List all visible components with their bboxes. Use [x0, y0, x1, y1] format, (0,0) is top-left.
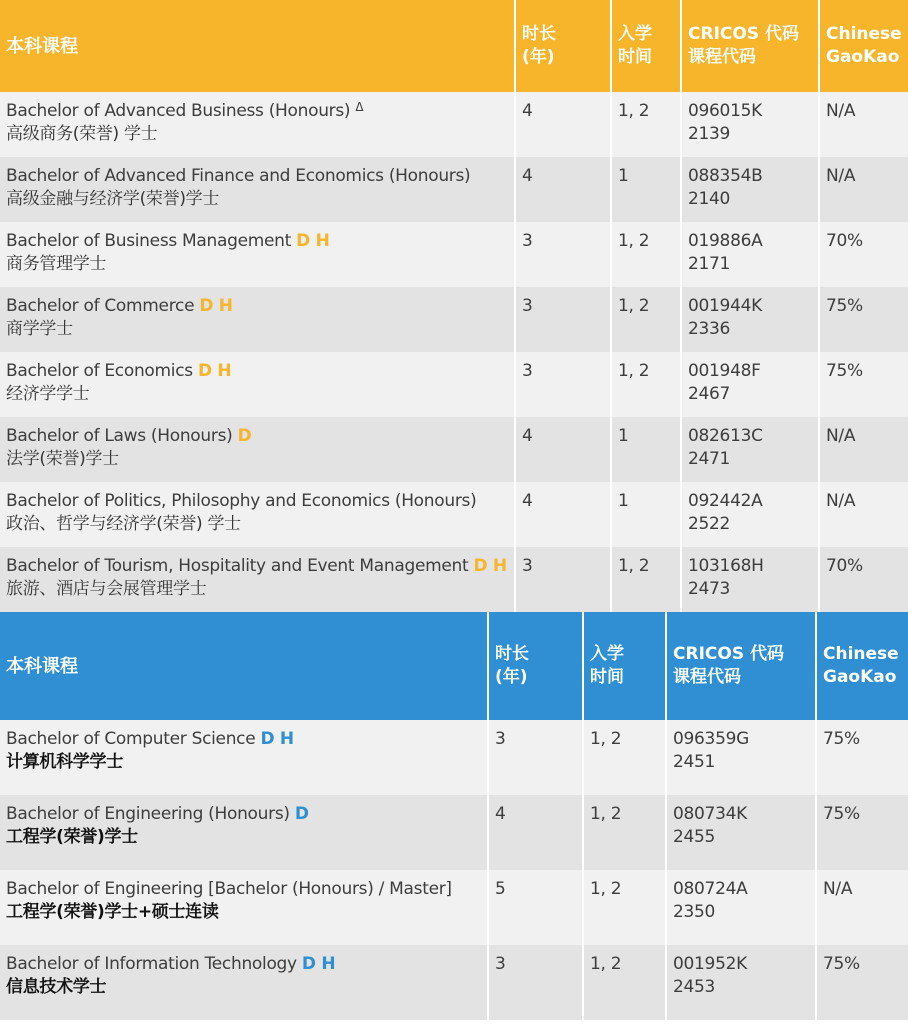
- course-code: 2467: [688, 384, 731, 404]
- intake-value: 1: [618, 166, 629, 186]
- table-row: [0, 945, 908, 1020]
- header-intake-line2: 时间: [590, 667, 624, 687]
- intake-value: 1, 2: [590, 879, 622, 899]
- delivery-tags: D H: [301, 954, 336, 974]
- gaokao-cell: [820, 287, 908, 352]
- cricos-cell: [682, 92, 820, 157]
- program-name-en-line: [6, 953, 481, 976]
- duration-cell: [489, 795, 584, 870]
- header-cricos-line1: CRICOS 代码: [673, 644, 784, 664]
- intake-value: 1, 2: [618, 101, 650, 121]
- duration-cell: [516, 417, 612, 482]
- header-duration: [516, 0, 612, 92]
- intake-cell: [612, 547, 682, 612]
- program-cell: [0, 352, 516, 417]
- course-code: 2451: [673, 752, 716, 772]
- course-code: 2139: [688, 124, 731, 144]
- duration-value: 3: [522, 361, 533, 381]
- delivery-tags: D: [294, 804, 309, 824]
- program-cell: [0, 945, 489, 1020]
- program-name-zh: 商务管理学士: [6, 254, 107, 274]
- header-intake-line1: 入学: [618, 24, 652, 44]
- gaokao-cell: [820, 417, 908, 482]
- duration-value: 4: [522, 491, 533, 511]
- program-name-zh: 信息技术学士: [6, 977, 107, 997]
- program-name-zh: 政治、哲学与经济学(荣誉) 学士: [6, 514, 241, 534]
- header-gaokao-line2: GaoKao: [826, 47, 900, 67]
- program-cell: [0, 870, 489, 945]
- gaokao-value: 75%: [823, 729, 860, 749]
- program-name-en: Bachelor of Engineering [Bachelor (Honours) / Master]: [6, 879, 452, 899]
- header-cricos: [667, 612, 817, 720]
- cricos-code: 080724A: [673, 879, 748, 899]
- cricos-code: 096359G: [673, 729, 749, 749]
- table-row: [0, 417, 908, 482]
- table-header-row: [0, 0, 908, 92]
- duration-cell: [516, 157, 612, 222]
- duration-value: 5: [495, 879, 506, 899]
- program-name-zh: 商学学士: [6, 319, 73, 339]
- cricos-code: 096015K: [688, 101, 762, 121]
- program-cell: [0, 482, 516, 547]
- gaokao-cell: [820, 157, 908, 222]
- header-duration-line1: 时长: [522, 24, 556, 44]
- program-cell: [0, 720, 489, 795]
- cricos-code: 001948F: [688, 361, 761, 381]
- header-duration-line1: 时长: [495, 644, 529, 664]
- program-name-en: Bachelor of Advanced Business (Honours): [6, 101, 351, 121]
- header-intake: [612, 0, 682, 92]
- table-row: [0, 795, 908, 870]
- header-gaokao-line2: GaoKao: [823, 667, 897, 687]
- program-name-en: Bachelor of Tourism, Hospitality and Event Management: [6, 556, 469, 576]
- course-code: 2171: [688, 254, 731, 274]
- program-name-zh: 法学(荣誉)学士: [6, 449, 119, 469]
- gaokao-cell: [820, 547, 908, 612]
- program-cell: [0, 417, 516, 482]
- cricos-cell: [667, 945, 817, 1020]
- program-name-zh: 旅游、酒店与会展管理学士: [6, 579, 207, 599]
- header-cricos-line2: 课程代码: [688, 47, 756, 67]
- footnote-mark: Δ: [355, 100, 364, 114]
- program-name-en: Bachelor of Engineering (Honours): [6, 804, 290, 824]
- program-name-zh: 工程学(荣誉)学士: [6, 827, 138, 847]
- program-name-en-line: [6, 728, 481, 751]
- course-code: 2350: [673, 902, 716, 922]
- gaokao-cell: [817, 870, 908, 945]
- course-code: 2455: [673, 827, 716, 847]
- course-code: 2471: [688, 449, 731, 469]
- duration-value: 3: [522, 556, 533, 576]
- intake-cell: [612, 352, 682, 417]
- header-cricos-line2: 课程代码: [673, 667, 741, 687]
- program-cell: [0, 287, 516, 352]
- program-cell: [0, 547, 516, 612]
- program-name-en: Bachelor of Advanced Finance and Economics (Honours): [6, 166, 471, 186]
- course-code: 2522: [688, 514, 731, 534]
- cricos-cell: [682, 157, 820, 222]
- engineering-programs-table: [0, 612, 908, 1020]
- delivery-tags: D H: [296, 231, 330, 251]
- duration-cell: [516, 352, 612, 417]
- intake-cell: [584, 720, 667, 795]
- intake-cell: [584, 870, 667, 945]
- gaokao-cell: [820, 352, 908, 417]
- header-gaokao-line1: Chinese: [823, 644, 899, 664]
- cricos-cell: [667, 720, 817, 795]
- program-name-en-line: [6, 360, 508, 383]
- duration-cell: [516, 222, 612, 287]
- gaokao-value: 75%: [826, 296, 863, 316]
- cricos-code: 080734K: [673, 804, 747, 824]
- cricos-code: 019886A: [688, 231, 763, 251]
- table-row: [0, 92, 908, 157]
- cricos-cell: [682, 222, 820, 287]
- gaokao-value: N/A: [826, 426, 856, 446]
- cricos-cell: [667, 795, 817, 870]
- header-intake: [584, 612, 667, 720]
- gaokao-cell: [817, 720, 908, 795]
- header-cricos-line1: CRICOS 代码: [688, 24, 799, 44]
- program-cell: [0, 222, 516, 287]
- table-row: [0, 222, 908, 287]
- header-program-label: 本科课程: [6, 655, 78, 677]
- intake-cell: [612, 222, 682, 287]
- intake-cell: [584, 795, 667, 870]
- duration-cell: [489, 720, 584, 795]
- gaokao-cell: [820, 222, 908, 287]
- gaokao-cell: [817, 795, 908, 870]
- delivery-tags: D H: [199, 296, 233, 316]
- cricos-code: 088354B: [688, 166, 763, 186]
- delivery-tags: D H: [260, 729, 294, 749]
- header-gaokao: [817, 612, 908, 720]
- gaokao-cell: [820, 92, 908, 157]
- program-name-en: Bachelor of Economics: [6, 361, 193, 381]
- intake-value: 1, 2: [618, 361, 650, 381]
- header-intake-line1: 入学: [590, 644, 624, 664]
- cricos-cell: [682, 352, 820, 417]
- program-name-zh: 工程学(荣誉)学士+硕士连读: [6, 902, 219, 922]
- delivery-tags: D: [237, 426, 252, 446]
- duration-cell: [516, 482, 612, 547]
- program-name-zh: 计算机科学学士: [6, 752, 123, 772]
- intake-value: 1: [618, 426, 629, 446]
- gaokao-value: 70%: [826, 231, 863, 251]
- delivery-tags: D H: [197, 361, 232, 381]
- table-header-row: [0, 612, 908, 720]
- program-name-en-line: [6, 230, 508, 253]
- header-program: [0, 0, 516, 92]
- duration-cell: [489, 945, 584, 1020]
- intake-value: 1: [618, 491, 629, 511]
- cricos-code: 103168H: [688, 556, 764, 576]
- intake-cell: [612, 157, 682, 222]
- cricos-code: 082613C: [688, 426, 763, 446]
- intake-value: 1, 2: [590, 954, 622, 974]
- program-name-en: Bachelor of Commerce: [6, 296, 195, 316]
- cricos-code: 001952K: [673, 954, 747, 974]
- duration-cell: [516, 92, 612, 157]
- gaokao-value: 75%: [823, 954, 860, 974]
- cricos-cell: [682, 482, 820, 547]
- course-code: 2140: [688, 189, 731, 209]
- gaokao-value: 75%: [826, 361, 863, 381]
- duration-cell: [489, 870, 584, 945]
- program-name-en-line: [6, 425, 508, 448]
- header-gaokao-line1: Chinese: [826, 24, 902, 44]
- gaokao-value: 70%: [826, 556, 863, 576]
- program-name-en-line: [6, 490, 508, 513]
- header-cricos: [682, 0, 820, 92]
- program-name-en: Bachelor of Politics, Philosophy and Economics (Honours): [6, 491, 477, 511]
- course-code: 2473: [688, 579, 731, 599]
- duration-value: 4: [495, 804, 506, 824]
- intake-cell: [612, 482, 682, 547]
- cricos-cell: [682, 417, 820, 482]
- header-gaokao: [820, 0, 908, 92]
- intake-value: 1, 2: [590, 729, 622, 749]
- program-name-en-line: [6, 100, 508, 123]
- header-duration-line2: (年): [495, 667, 528, 687]
- course-code: 2336: [688, 319, 731, 339]
- program-name-en-line: [6, 295, 508, 318]
- cricos-cell: [682, 547, 820, 612]
- intake-value: 1, 2: [590, 804, 622, 824]
- duration-cell: [516, 287, 612, 352]
- duration-value: 4: [522, 426, 533, 446]
- gaokao-value: 75%: [823, 804, 860, 824]
- program-name-en-line: [6, 165, 508, 188]
- table-row: [0, 547, 908, 612]
- intake-cell: [612, 417, 682, 482]
- table-row: [0, 482, 908, 547]
- header-duration-line2: (年): [522, 47, 555, 67]
- header-duration: [489, 612, 584, 720]
- program-name-zh: 高级金融与经济学(荣誉)学士: [6, 189, 220, 209]
- cricos-code: 092442A: [688, 491, 763, 511]
- program-name-en: Bachelor of Information Technology: [6, 954, 297, 974]
- header-program-label: 本科课程: [6, 35, 78, 57]
- program-name-zh: 经济学学士: [6, 384, 90, 404]
- duration-value: 3: [495, 954, 506, 974]
- program-name-en-line: [6, 803, 481, 826]
- program-name-en: Bachelor of Computer Science: [6, 729, 256, 749]
- intake-cell: [612, 92, 682, 157]
- delivery-tags: D H: [473, 556, 507, 576]
- gaokao-value: N/A: [826, 491, 856, 511]
- program-cell: [0, 795, 489, 870]
- intake-cell: [612, 287, 682, 352]
- program-cell: [0, 157, 516, 222]
- program-name-zh: 高级商务(荣誉) 学士: [6, 124, 158, 144]
- duration-value: 3: [522, 296, 533, 316]
- gaokao-cell: [820, 482, 908, 547]
- duration-value: 3: [522, 231, 533, 251]
- cricos-code: 001944K: [688, 296, 762, 316]
- table-row: [0, 287, 908, 352]
- table-row: [0, 157, 908, 222]
- program-name-en: Bachelor of Laws (Honours): [6, 426, 233, 446]
- intake-cell: [584, 945, 667, 1020]
- table-row: [0, 720, 908, 795]
- cricos-cell: [667, 870, 817, 945]
- program-cell: [0, 92, 516, 157]
- gaokao-value: N/A: [823, 879, 853, 899]
- intake-value: 1, 2: [618, 296, 650, 316]
- header-intake-line2: 时间: [618, 47, 652, 67]
- duration-value: 4: [522, 101, 533, 121]
- program-name-en-line: [6, 878, 481, 901]
- duration-value: 4: [522, 166, 533, 186]
- table-row: [0, 870, 908, 945]
- gaokao-cell: [817, 945, 908, 1020]
- cricos-cell: [682, 287, 820, 352]
- duration-cell: [516, 547, 612, 612]
- intake-value: 1, 2: [618, 231, 650, 251]
- program-name-en: Bachelor of Business Management: [6, 231, 292, 251]
- duration-value: 3: [495, 729, 506, 749]
- program-name-en-line: [6, 555, 508, 578]
- course-code: 2453: [673, 977, 716, 997]
- intake-value: 1, 2: [618, 556, 650, 576]
- gaokao-value: N/A: [826, 166, 856, 186]
- gaokao-value: N/A: [826, 101, 856, 121]
- table-row: [0, 352, 908, 417]
- header-program: [0, 612, 489, 720]
